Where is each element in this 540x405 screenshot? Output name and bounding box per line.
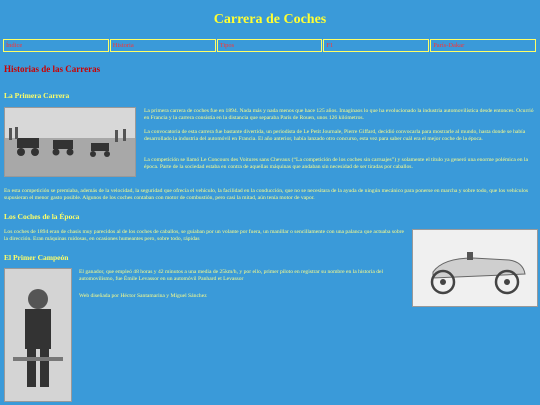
paragraph-coches-epoca: Los coches de 1894 eran de chasis muy parecidos al de los coches de caballos, se guiaban por un volante por fuera, un manillar o sencillamente con una palanca que actuaba sobre la dirección. Eran máquinas ruidosas, en ocasiones humeantes pero, sobre todo, rápidas — [4, 229, 404, 242]
section-heading-coches-epoca: Los Coches de la Época — [4, 212, 80, 221]
vintage-car-illustration — [413, 230, 537, 306]
site-credit: Web diseñada por Héctor Santamarina y Miguel Sánchez — [79, 293, 207, 299]
vintage-car-photo — [412, 229, 538, 307]
section-heading-primer-campeon: El Primer Campeón — [4, 253, 69, 262]
nav-link-f1[interactable]: F1 — [323, 39, 429, 52]
section-heading-primera-carrera: La Primera Carrera — [4, 91, 70, 100]
nav-link-tipos[interactable]: Tipos — [217, 39, 323, 52]
race-photo-1894-illustration — [5, 108, 135, 176]
nav-link-historia[interactable]: Historia — [110, 39, 216, 52]
paragraph-primer-campeon: El ganador, que empleó 48 horas y 42 minutos a una media de 25km/h, y por ello, primer piloto en registrar su nombre en la historia del automovilismo, fue Émile Levassor en un automóvil Panhard et Levassor — [79, 269, 384, 282]
nav-bar — [3, 39, 537, 52]
main-heading: Historias de las Carreras — [4, 64, 101, 74]
paragraph-primera-carrera-3: La competición se llamó Le Concours des Voitures sans Chevaux (“La competición de los coches sin carruajes”) y solamente el título ya generó una enorme polémica en la época. Parte de la sociedad estaba en contra de aquellas máquinas que andaban sin necesidad de ser tiradas por caballos. — [144, 157, 528, 170]
race-photo-1894 — [4, 107, 136, 177]
champion-portrait-photo — [4, 268, 72, 402]
page-title: Carrera de Coches — [213, 12, 327, 27]
nav-link-paris-dakar[interactable]: París-Dakar — [430, 39, 536, 52]
nav-link-indice[interactable]: Índice — [3, 39, 109, 52]
champion-portrait-illustration — [5, 269, 71, 401]
paragraph-primera-carrera-2: La convocatoria de esta carrera fue bastante divertida, un periodista de Le Petit Journale, Pierre Giffard, decidió convocarla para mostrarle al mundo, hasta donde se había desarrollado la industria del automóvil en Francia. El año anterior, había lanzado otro concurso, esta vez para saber cuál era el mejor coche de la época. — [144, 129, 526, 142]
paragraph-primera-carrera-4: En esta competición se premiaba, además de la velocidad, la seguridad que ofrecía el vehículo, la facilidad en la conducción, que no se necesitara de la ayuda de ningún mecánico para ponerse en marcha y sobre todo, que los vehículos supusieran el menor gasto posible. Algunos de los coches contaban con motor de combustión, pero casi la mitad, aún tenía motor de vapor. — [4, 188, 529, 201]
paragraph-primera-carrera-1: La primera carrera de coches fue en 1894. Nada más y nada menos que hace 125 años. Imaginaos lo que ha evolucionado la industria automovilística desde entonces. Ocurrió en Francia y la carrera consistía en la distancia que separaba París de Rouen, unos 126 kilómetros. — [144, 108, 534, 121]
